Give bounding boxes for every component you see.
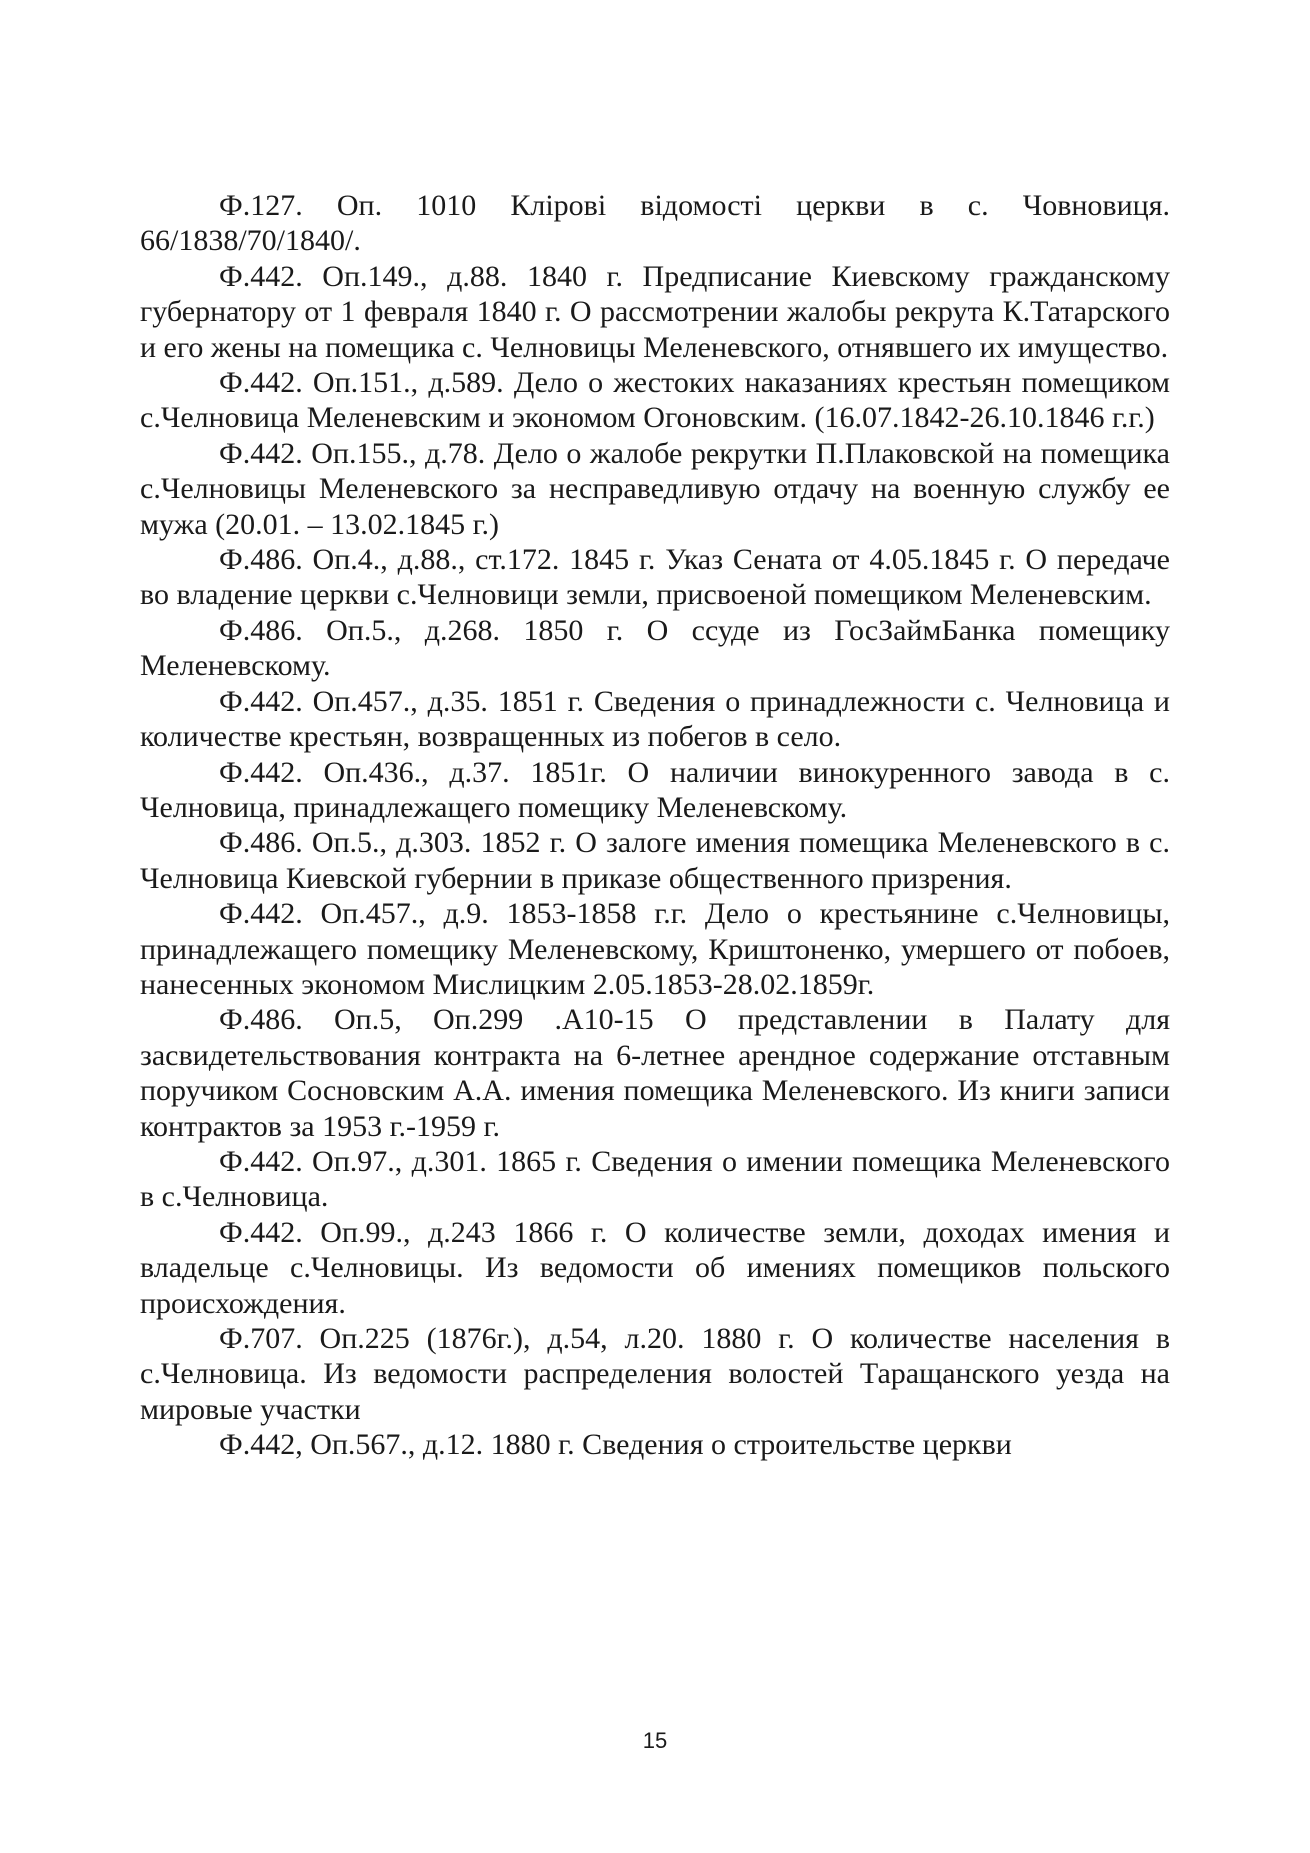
page-number: 15 [642, 1728, 668, 1753]
archive-entry-7: Ф.442. Оп.457., д.35. 1851 г. Сведения о принадлежности с. Челновица и количестве крестьян, возвращенных из побегов в село. [140, 684, 1170, 754]
archive-entry-11: Ф.486. Оп.5, Оп.299 .А10-15 О представлении в Палату для засвидетельствования контракта на 6-летнее арендное содержание отставным поручиком Сосновским А.А. имения помещика Меленевского. Из книги записи контрактов за 1953 г.-1959 г. [140, 1003, 1170, 1143]
archive-entry-3: Ф.442. Оп.151., д.589. Дело о жестоких наказаниях крестьян помещиком с.Челновица Меленевским и экономом Огоновским. (16.07.1842-26.10.1846 г.г.) [140, 366, 1170, 435]
archive-entry-6: Ф.486. Оп.5., д.268. 1850 г. О ссуде из ГосЗаймБанка помещику Меленевскому. [140, 613, 1170, 683]
archive-entry-14: Ф.707. Оп.225 (1876г.), д.54, л.20. 1880 г. О количестве населения в с.Челновица. Из ведомости распределения волостей Таращанского уезда на мировые участки [140, 1322, 1170, 1426]
archive-entry-15: Ф.442, Оп.567., д.12. 1880 г. Сведения о строительстве церкви [219, 1428, 1012, 1462]
archive-entry-9: Ф.486. Оп.5., д.303. 1852 г. О залоге имения помещика Меленевского в с. Челновица Киевской губернии в приказе общественного призрения. [140, 826, 1170, 895]
archive-entry-13: Ф.442. Оп.99., д.243 1866 г. О количестве земли, доходах имения и владельце с.Челновицы. Из ведомости об имениях помещиков польского происхождения. [140, 1215, 1170, 1320]
archive-entry-2: Ф.442. Оп.149., д.88. 1840 г. Предписание Киевскому гражданскому губернатору от 1 февраля 1840 г. О рассмотрении жалобы рекрута К.Татарского и его жены на помещика с. Челновицы Меленевского, отнявшего их имущество. [140, 259, 1170, 364]
archive-entry-10: Ф.442. Оп.457., д.9. 1853-1858 г.г. Дело о крестьянине с.Челновицы, принадлежащего помещику Меленевскому, Криштоненко, умершего от побоев, нанесенных экономом Мислицким 2.05.1853-28.02.1859г. [140, 897, 1170, 1001]
archive-entries [140, 188, 1170, 1463]
archive-entry-4: Ф.442. Оп.155., д.78. Дело о жалобе рекрутки П.Плаковской на помещика с.Челновицы Меленевского за несправедливую отдачу на военную службу ее мужа (20.01. – 13.02.1845 г.) [140, 436, 1170, 541]
archive-entry-1: Ф.127. Оп. 1010 Клірові відомості церкви в с. Човновиця. 66/1838/70/1840/. [140, 189, 1170, 258]
archive-entry-5: Ф.486. Оп.4., д.88., ст.172. 1845 г. Указ Сената от 4.05.1845 г. О передаче во владение церкви с.Челновици земли, присвоеной помещиком Меленевским. [140, 543, 1170, 612]
archive-entry-12: Ф.442. Оп.97., д.301. 1865 г. Сведения о имении помещика Меленевского в с.Челновица. [140, 1144, 1170, 1214]
archive-entry-8: Ф.442. Оп.436., д.37. 1851г. О наличии винокуренного завода в с. Челновица, принадлежащего помещику Меленевскому. [140, 755, 1170, 824]
